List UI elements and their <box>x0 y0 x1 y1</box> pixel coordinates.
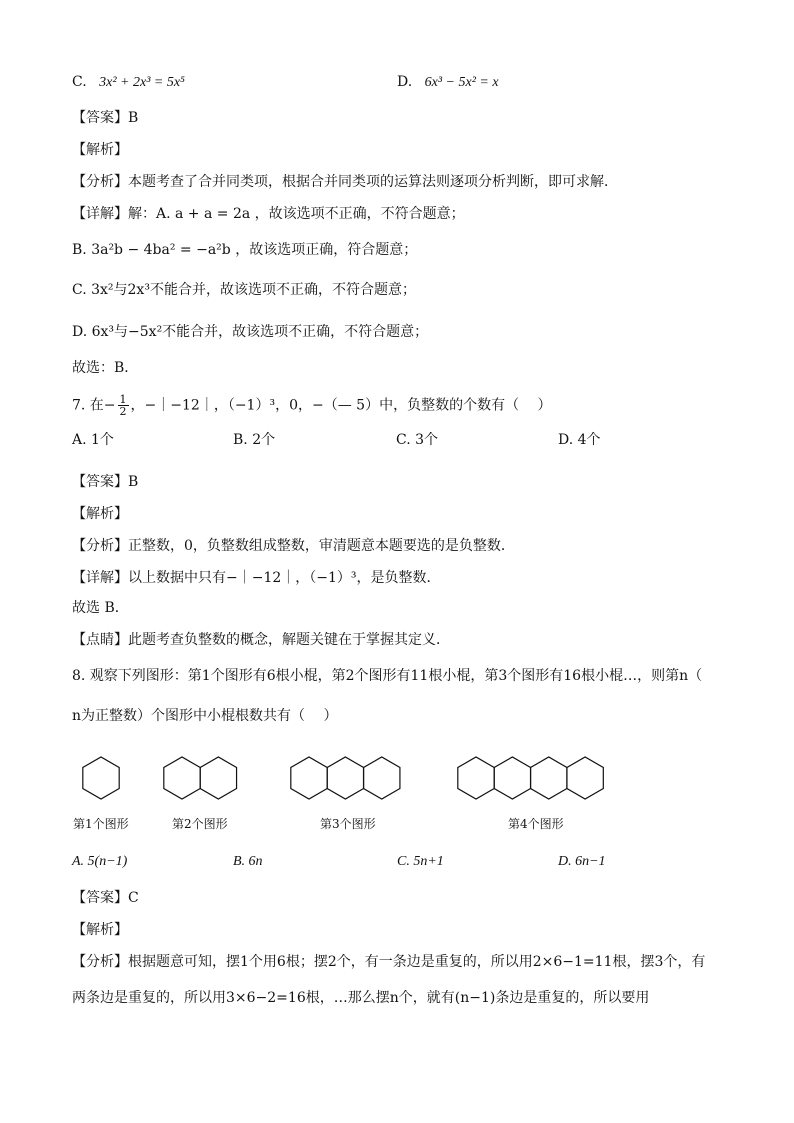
q7-guxuan: 故选 B． <box>72 600 129 616</box>
q6-option-c-label: C. <box>72 74 87 90</box>
q8-caption-1: 第1个图形 <box>73 817 129 831</box>
hexagon-cell <box>494 757 530 799</box>
q6-guxuan: 故选：B． <box>72 360 139 376</box>
q6-jiexi-heading: 【解析】 <box>72 142 128 158</box>
q6-line-c: C. 3x²与2x³不能合并，故该选项不正确，不符合题意； <box>72 282 416 298</box>
q8-caption-2: 第2个图形 <box>172 817 228 831</box>
hexagon-cell <box>164 757 200 799</box>
q6-xiangjie-a: 【详解】解：A. a + a = 2a ，故该选项不正确，不符合题意； <box>72 206 465 222</box>
hexagon-cell <box>327 757 363 799</box>
q8-option-d: D. 6n−1 <box>558 854 606 869</box>
q7-dianjing: 【点睛】此题考查负整数的概念，解题关键在于掌握其定义． <box>72 632 450 648</box>
q7-option-a: A. 1个 <box>72 432 114 448</box>
q8-stem-line1: 8. 观察下列图形：第1个图形有6根小棍，第2个图形有11根小棍，第3个图形有16根小棍…，则第n（ <box>72 668 703 684</box>
q8-option-c: C. 5n+1 <box>397 854 444 869</box>
hexagon-figure-1 <box>83 757 119 799</box>
q6-option-d-expr: 6x³ − 5x² = x <box>424 75 499 90</box>
q7-jiexi-heading: 【解析】 <box>72 506 128 522</box>
hexagon-cell <box>200 757 236 799</box>
q7-option-d: D. 4个 <box>558 432 601 448</box>
q7-option-c: C. 3个 <box>396 432 439 448</box>
hexagon-figure-3 <box>291 757 400 799</box>
hexagon-cell <box>364 757 400 799</box>
q7-fenxi: 【分析】正整数，0，负整数组成整数，审清题意本题要选的是负整数． <box>72 538 515 554</box>
q6-fenxi: 【分析】本题考查了合并同类项，根据合并同类项的运算法则逐项分析判断，即可求解． <box>72 174 618 190</box>
q7-fraction-den: 2 <box>119 405 127 418</box>
q7-stem-pre: 7. 在− <box>72 397 116 414</box>
hexagon-cell <box>291 757 327 799</box>
q8-caption-3: 第3个图形 <box>320 817 376 831</box>
q7-xiangjie: 【详解】以上数据中只有−｜−12｜，（−1）³，是负整数． <box>72 570 441 586</box>
hexagon-cell <box>567 757 603 799</box>
q8-fenxi-line1: 【分析】根据题意可知，摆1个用6根；摆2个，有一条边是重复的，所以用2×6−1=11根，摆3个，有 <box>72 954 706 970</box>
q8-fenxi-line2: 两条边是重复的，所以用3×6−2=16根，…那么摆n个，就有(n−1)条边是重复的，所以要用 <box>72 990 650 1006</box>
q7-option-b: B. 2个 <box>233 432 276 448</box>
q7-fraction-num: 1 <box>119 393 127 406</box>
hexagon-cell <box>83 757 119 799</box>
q8-jiexi-heading: 【解析】 <box>72 922 128 938</box>
q8-option-a: A. 5(n−1) <box>72 854 128 869</box>
q7-stem-post: ，−｜−12｜，（−1）³，0，−（— 5）中，负整数的个数有（ ） <box>130 397 552 414</box>
q8-stem-line2: n为正整数）个图形中小棍根数共有（ ） <box>72 708 338 724</box>
q8-option-b: B. 6n <box>233 854 263 869</box>
q8-answer: 【答案】C <box>72 890 139 906</box>
hexagon-figure-2 <box>164 757 237 799</box>
q6-line-d: D. 6x³与−5x²不能合并，故该选项不正确，不符合题意； <box>72 324 429 340</box>
q6-option-d-label: D. <box>397 74 413 90</box>
q8-caption-4: 第4个图形 <box>508 817 564 831</box>
q6-line-b: B. 3a²b − 4ba² = −a²b ，故该选项正确，符合题意； <box>72 242 418 258</box>
hexagon-cell <box>458 757 494 799</box>
q6-answer: 【答案】B <box>72 110 139 126</box>
hexagon-cell <box>531 757 567 799</box>
hexagon-figure-4 <box>458 757 604 799</box>
q6-option-c-expr: 3x² + 2x³ = 5x⁵ <box>99 75 185 90</box>
q7-answer: 【答案】B <box>72 474 139 490</box>
